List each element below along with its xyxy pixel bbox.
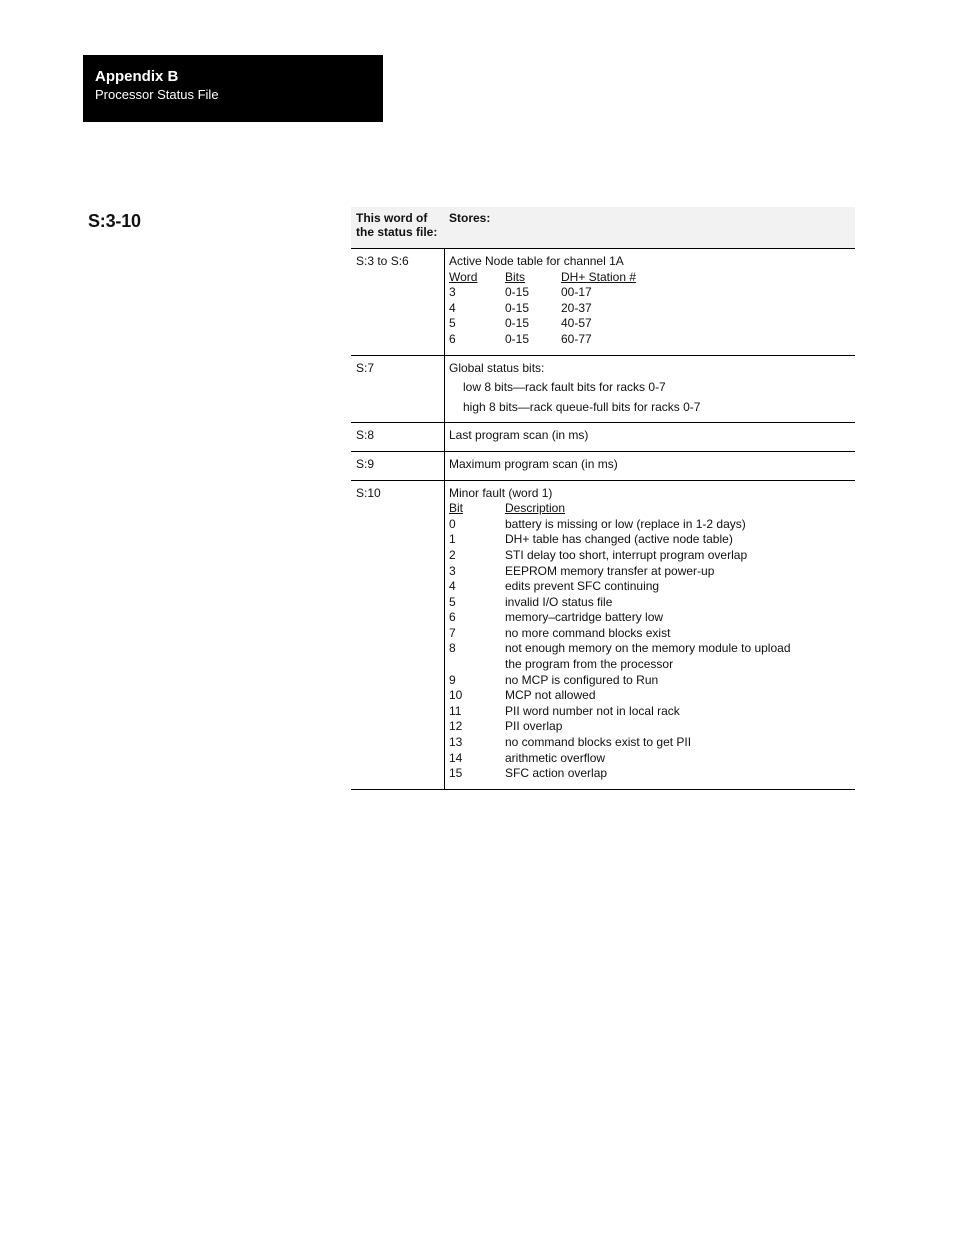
list-item: 4 0-15 20-37 — [449, 300, 592, 315]
row-title: Global status bits: — [449, 360, 545, 375]
stores-cell: Maximum program scan (in ms) — [449, 456, 618, 471]
subtable-header: Word Bits DH+ Station # — [449, 269, 637, 284]
list-item: 10 MCP not allowed — [449, 688, 596, 703]
word-cell: S:9 — [351, 452, 445, 480]
list-item: 3 EEPROM memory transfer at power-up — [449, 563, 715, 578]
list-item: 5 invalid I/O status file — [449, 594, 613, 609]
stores-cell — [445, 356, 855, 423]
list-item: low 8 bits—rack fault bits for racks 0-7 — [463, 380, 666, 395]
list-item: 6 0-15 60-77 — [449, 331, 592, 346]
list-item: 13 no command blocks exist to get PII — [449, 735, 692, 750]
list-item: 3 0-15 00-17 — [449, 285, 592, 300]
appendix-subtitle: Processor Status File — [95, 87, 219, 102]
appendix-title: Appendix B — [95, 68, 179, 85]
table-row-s3-s6 — [351, 249, 855, 356]
stores-cell — [445, 481, 855, 789]
table-row-s8 — [351, 423, 855, 452]
list-item: 14 arithmetic overflow — [449, 750, 606, 765]
list-item: 6 memory–cartridge battery low — [449, 610, 664, 625]
stores-cell: Last program scan (in ms) — [449, 428, 589, 443]
list-item: 7 no more command blocks exist — [449, 625, 671, 640]
list-item: 11 PII word number not in local rack — [449, 703, 680, 718]
status-file-table — [351, 207, 855, 790]
subtable-header: Bit Description — [449, 501, 566, 516]
list-item: high 8 bits—rack queue-full bits for racks 0-7 — [463, 399, 701, 414]
list-item: 9 no MCP is configured to Run — [449, 672, 659, 687]
column-header-word: This word of the status file: — [356, 211, 438, 239]
row-title: Minor fault (word 1) — [449, 485, 553, 500]
word-cell: S:10 — [351, 481, 445, 789]
word-cell: S:8 — [351, 423, 445, 451]
list-item: 8 not enough memory on the memory module to upload the program from the processor — [449, 641, 791, 672]
column-header-stores: Stores: — [449, 211, 491, 225]
table-row-s9 — [351, 452, 855, 481]
chapter-header — [83, 55, 383, 122]
list-item: 4 edits prevent SFC continuing — [449, 579, 660, 594]
list-item: 5 0-15 40-57 — [449, 316, 592, 331]
list-item: 0 battery is missing or low (replace in 1-2 days) — [449, 516, 746, 531]
section-label: S:3-10 — [88, 211, 141, 231]
list-item: 12 PII overlap — [449, 719, 563, 734]
word-cell: S:3 to S:6 — [351, 249, 445, 355]
list-item: 15 SFC action overlap — [449, 766, 608, 781]
list-item: 2 STI delay too short, interrupt program overlap — [449, 547, 748, 562]
word-cell: S:7 — [351, 356, 445, 423]
row-title: Active Node table for channel 1A — [449, 254, 624, 268]
stores-cell — [445, 249, 855, 355]
table-row-s7 — [351, 356, 855, 424]
table-header-row — [351, 207, 855, 249]
list-item: 1 DH+ table has changed (active node table) — [449, 532, 733, 547]
table-row-s10 — [351, 481, 855, 790]
